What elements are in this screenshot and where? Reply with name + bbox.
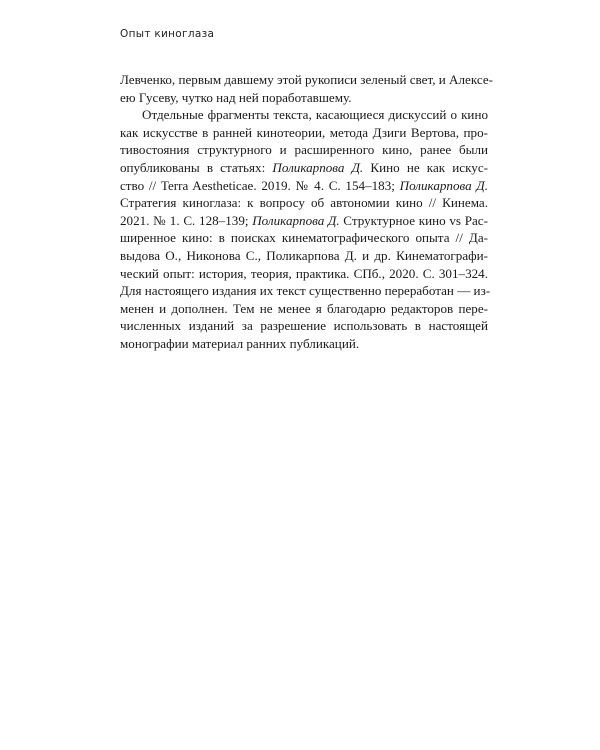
body-text — [120, 71, 493, 353]
text-line: Левченко, первым давшему этой рукописи зеленый свет, и Алексе- — [120, 72, 493, 87]
text-line: Отдельные фрагменты текста, касающиеся дискуссий о кино — [142, 107, 488, 123]
text-line: ство // Terra Aestheticae. 2019. № 4. С. 154–183; Поликарпова Д. — [120, 177, 488, 193]
text-line: ширенное кино: в поисках кинематографического опыта // Да- — [120, 230, 488, 246]
text-line: Для настоящего издания их текст существенно переработан — из- — [120, 283, 491, 299]
author-name: Поликарпова Д. — [399, 177, 488, 193]
author-name: Поликарпова Д. — [272, 159, 364, 175]
text-line: менен и дополнен. Тем не менее я благодарю редакторов пере- — [120, 300, 488, 316]
running-head: Опыт киноглаза — [120, 28, 215, 40]
paragraph-1 — [120, 71, 493, 106]
text-line: ческий опыт: история, теория, практика. СПб., 2020. С. 301–324. — [120, 265, 488, 281]
text-line: выдова О., Никонова С., Поликарпова Д. и др. Кинематографи- — [120, 247, 488, 263]
author-name: Поликарпова Д. — [252, 212, 340, 228]
text-line: тивостояния структурного и расширенного кино, ранее были — [120, 142, 488, 158]
text-line: как искусстве в ранней кинотеории, метода Дзиги Вертова, про- — [120, 124, 488, 140]
text-line: ею Гусеву, чутко над ней поработавшему. — [120, 89, 352, 105]
text-line: 2021. № 1. С. 128–139; Поликарпова Д. Структурное кино vs Рас- — [120, 212, 488, 228]
text-line: Стратегия киноглаза: к вопросу об автономии кино // Кинема. — [120, 195, 488, 211]
paragraph-2 — [120, 106, 491, 352]
text-line: опубликованы в статьях: Поликарпова Д. Кино не как искус- — [120, 159, 488, 175]
text-line: численных изданий за разрешение использовать в настоящей — [120, 318, 488, 334]
text-line: монографии материал ранних публикаций. — [120, 335, 360, 351]
